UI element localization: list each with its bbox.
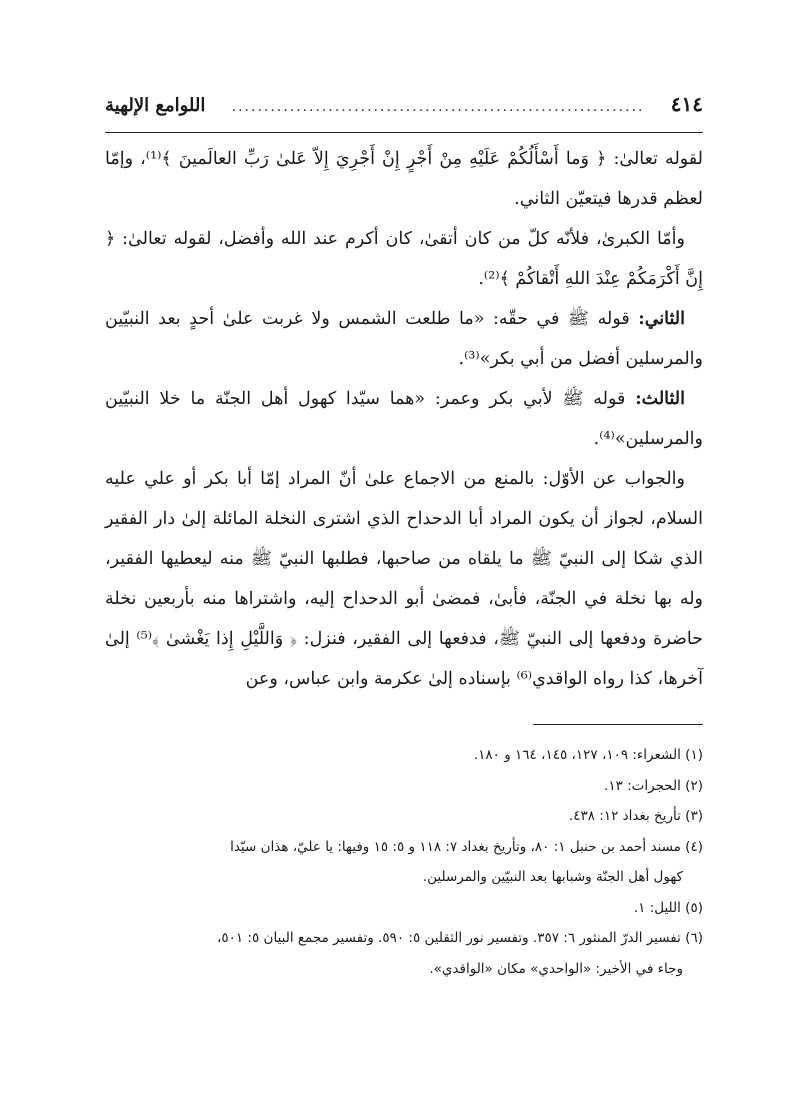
document-page bbox=[105, 92, 703, 1012]
main-text bbox=[105, 139, 703, 699]
paragraph bbox=[105, 379, 703, 459]
running-title: اللوامع الإلهية bbox=[105, 95, 206, 116]
footnotes bbox=[105, 740, 703, 984]
footnote: (٣) تأريخ بغداد ١٢: ٤٣٨. bbox=[568, 808, 703, 824]
paragraph: والجواب عن الأوّل: بالمنع من الاجماع علىٰ أنّ المراد إمّا أبا بكر أو علي عليه السلام، لجواز أن يكون المراد أبا الدحداح الذي اشترى النخلة المائلة إلىٰ دار الفقير الذي شكا إلى النبيّ ﷺ ما يلقاه من صاحبها، فطلبها النبيّ ﷺ منه ليعطيها الفقير، وله بها نخلة في الجنّة، فأبىٰ، فمضىٰ أبو الدحداح إليه، واشتراها منه بأربعين نخلة حاضرة ودفعها إلى النبيّ ﷺ، فدفعها إلى الفقير، فنزل: ﴿ وَاللَّيْلِ إِذا يَغْشىٰ ﴾⁽⁵⁾ إلىٰ آخرها، كذا رواه الواقدي⁽⁶⁾ بإسناده إلىٰ عكرمة وابن عباس، وعن bbox=[105, 469, 703, 689]
footnote-separator bbox=[533, 724, 703, 725]
footnote-continuation: كهول أهل الجنّة وشبابها بعد النبيّين والمرسلين. bbox=[422, 869, 683, 885]
page-header bbox=[105, 92, 703, 133]
paragraph: لقوله تعالىٰ: ﴿ وَما أَسْأَلُكُمْ عَلَيْهِ مِنْ أَجْرٍ إِنْ أَجْرِيَ إِلاّ عَلىٰ رَبِّ العالَمينَ ﴾⁽¹⁾، وإمّا لعظم قدرها فيتعيّن الثاني. bbox=[105, 149, 703, 209]
footnote: (١) الشعراء: ١٠٩، ١٢٧، ١٤٥، ١٦٤ و ١٨٠. bbox=[473, 747, 703, 763]
footnote: (٢) الحجرات: ١٣. bbox=[604, 777, 703, 794]
footnote: (٤) مسند أحمد بن حنبل ١: ٨٠، وتأريخ بغداد ٧: ١١٨ و ٥: ١٥ وفيها: يا عليّ، هذان سيّدا bbox=[230, 838, 703, 855]
paragraph bbox=[105, 299, 703, 379]
footnote-continuation: وجاء في الأخير: «الواحدي» مكان «الواقدي». bbox=[429, 960, 683, 977]
footnote: (٦) تفسير الدرّ المنثور ٦: ٣٥٧. وتفسير نور الثقلين ٥: ٥٩٠. وتفسير مجمع البيان ٥: ٥٠١، bbox=[217, 930, 703, 946]
paragraph-text: قوله ﷺ لأبي بكر وعمر: «هما سيّدا كهول أهل الجنّة ما خلا النبيّين والمرسلين»⁽⁴⁾. bbox=[105, 389, 703, 449]
page-number: ٤١٤ bbox=[670, 92, 703, 116]
paragraph-lead: الثاني: bbox=[638, 309, 685, 329]
paragraph-text: قوله ﷺ في حقّه: «ما طلعت الشمس ولا غربت علىٰ أحدٍ بعد النبيّين والمرسلين أفضل من أبي بكر»⁽³⁾. bbox=[105, 309, 703, 369]
paragraph: وأمّا الكبرىٰ، فلأنّه كلّ من كان أتقىٰ، كان أكرم عند الله وأفضل، لقوله تعالىٰ: ﴿ إِنَّ أَكْرَمَكُمْ عِنْدَ اللهِ أَتْقاكُمْ ﴾⁽²⁾. bbox=[105, 229, 703, 289]
header-leader-dots: ................................................................ bbox=[231, 99, 645, 115]
paragraph-lead: الثالث: bbox=[635, 389, 685, 409]
footnote: (٥) الليل: ١. bbox=[633, 899, 703, 916]
